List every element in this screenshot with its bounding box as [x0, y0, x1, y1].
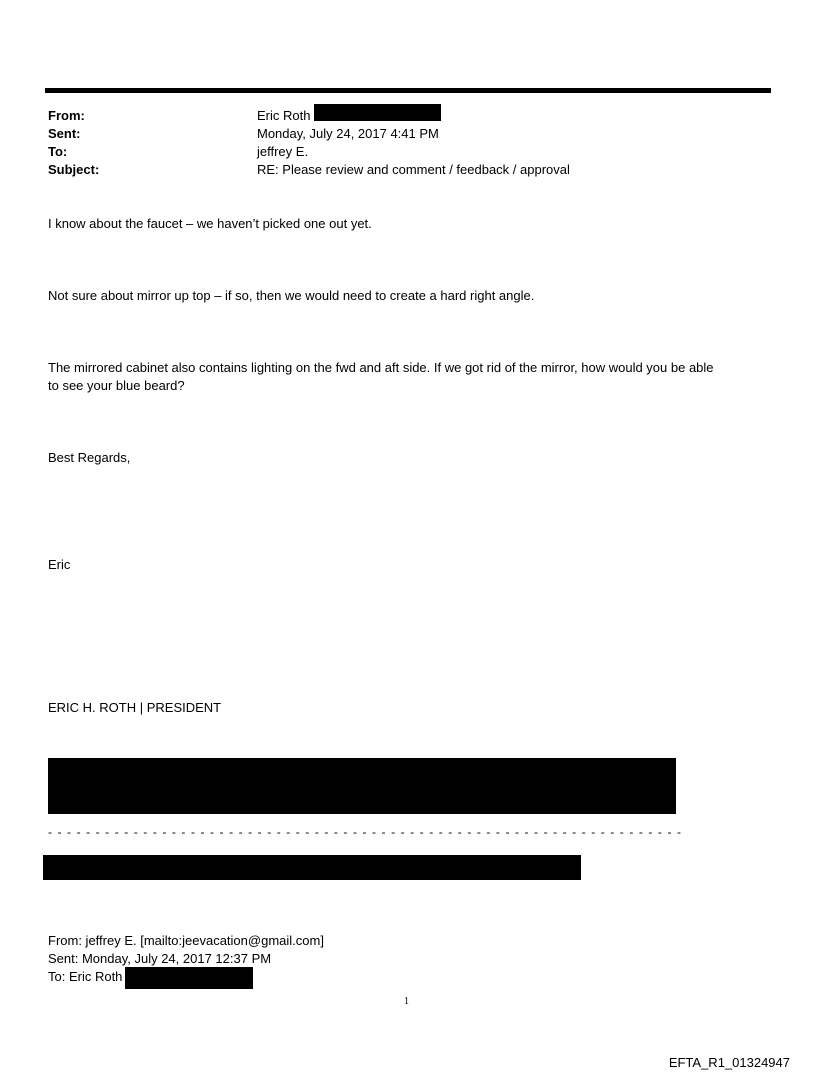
sent-value: Monday, July 24, 2017 4:41 PM [257, 126, 439, 141]
body-paragraph-2: Not sure about mirror up top – if so, then we would need to create a hard right angle. [48, 288, 535, 303]
subject-label: Subject: [48, 162, 100, 177]
quoted-from-line: From: jeffrey E. [mailto:jeevacation@gmail.com] [48, 933, 324, 948]
separator-line: - - - - - - - - - - - - - - - - - - - - - - - - - - - - - - - - - - - - - - - - - - - - - - - - - - - - - - - - - - - - - - - - - - - [48, 825, 683, 839]
quoted-sent-line: Sent: Monday, July 24, 2017 12:37 PM [48, 951, 272, 966]
redaction-from-email [314, 104, 441, 121]
from-label: From: [48, 108, 85, 123]
from-value: Eric Roth [257, 108, 311, 123]
to-value: jeffrey E. [257, 144, 309, 159]
sent-label: Sent: [48, 126, 81, 141]
sender-name: Eric [48, 557, 71, 572]
signature: ERIC H. ROTH | PRESIDENT [48, 700, 222, 715]
subject-value: RE: Please review and comment / feedback / approval [257, 162, 570, 177]
bates-number: EFTA_R1_01324947 [668, 1055, 790, 1070]
body-paragraph-3-line-1: The mirrored cabinet also contains lighting on the fwd and aft side. If we got rid of the mirror, how would you be able [48, 360, 714, 375]
page-number: 1 [404, 996, 409, 1007]
body-paragraph-1: I know about the faucet – we haven’t picked one out yet. [48, 216, 372, 231]
redaction-line [43, 855, 581, 880]
closing: Best Regards, [48, 450, 131, 465]
quoted-to-line: To: Eric Roth [48, 969, 123, 984]
to-label: To: [48, 144, 68, 159]
redaction-quoted-to-email [125, 967, 253, 989]
redaction-signature-block [48, 758, 676, 814]
body-paragraph-3-line-2: to see your blue beard? [48, 378, 185, 393]
header-rule [45, 88, 771, 93]
